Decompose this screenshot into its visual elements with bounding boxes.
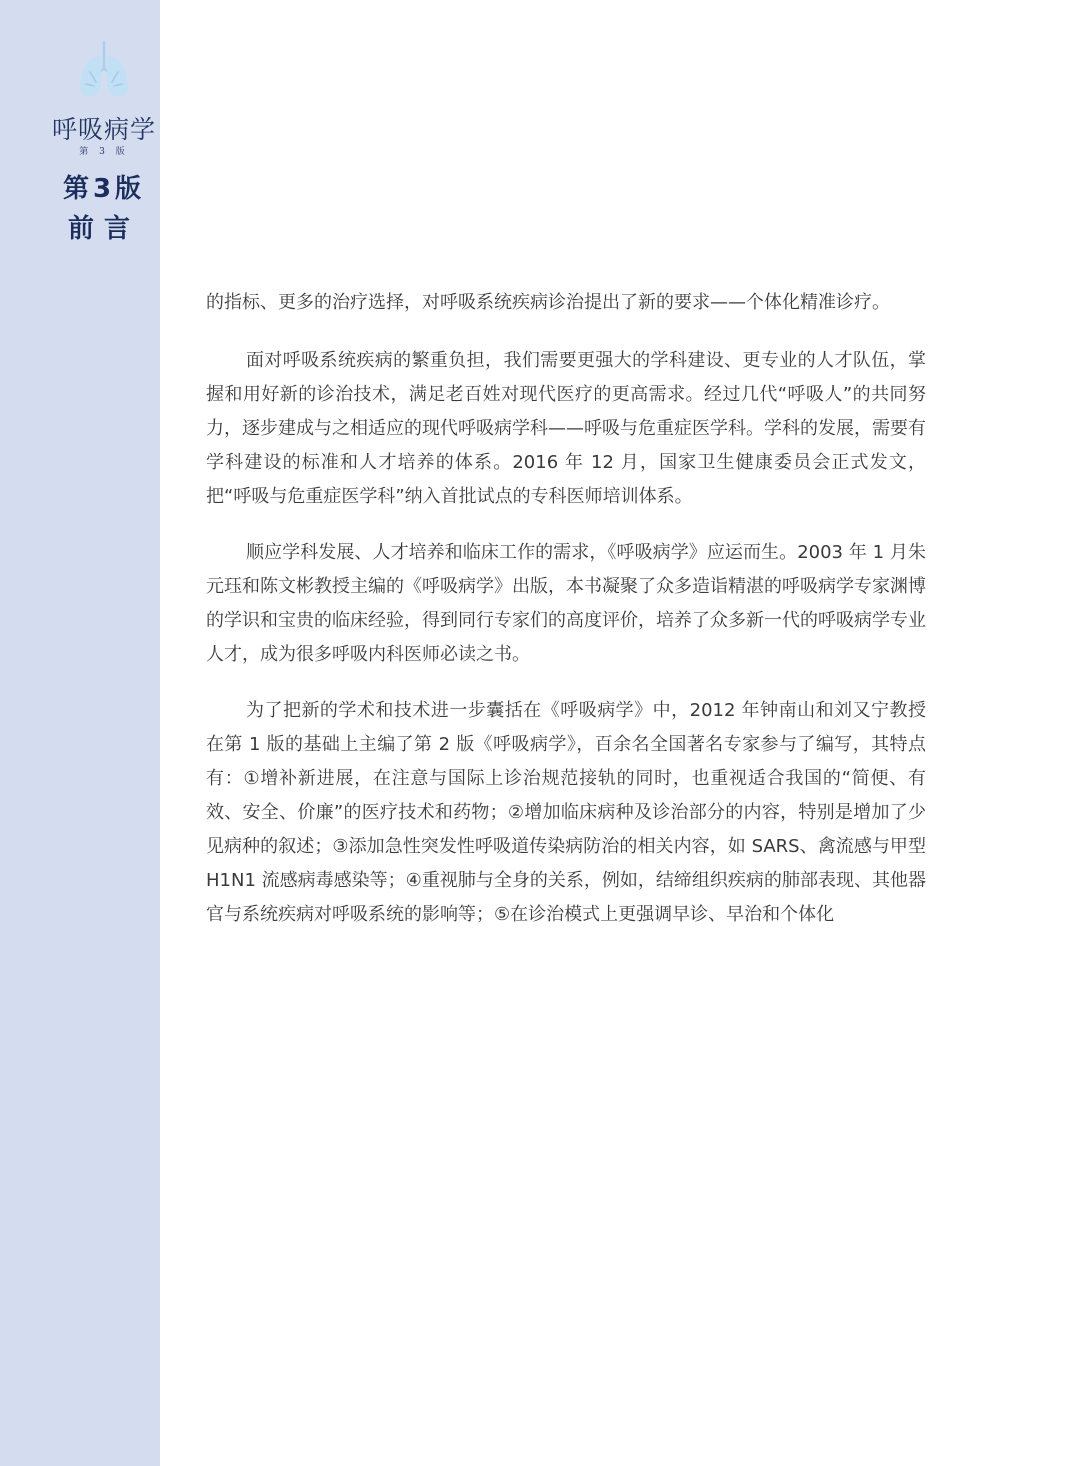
paragraph-continued: 的指标、更多的治疗选择，对呼吸系统疾病诊治提出了新的要求——个体化精准诊疗。 (206, 292, 890, 313)
book-edition: 第 3 版 (79, 147, 129, 157)
paragraph: 面对呼吸系统疾病的繁重负担，我们需要更强大的学科建设、更专业的人才队伍，掌握和用好新的诊治技术，满足老百姓对现代医疗的更高需求。经过几代“呼吸人”的共同努力，逐步建成与之相适应的现代呼吸病学科——呼吸与危重症医学科。学科的发展，需要有学科建设的标准和人才培养的体系。2016 年 12 月，国家卫生健康委员会正式发文，把“呼吸与危重症医学科”纳入首批试点的专科医师培训体系。 (206, 350, 926, 507)
section-heading: 前言 (67, 214, 140, 244)
lungs-icon (72, 38, 136, 102)
sidebar (0, 0, 160, 1466)
paragraph: 顺应学科发展、人才培养和临床工作的需求，《呼吸病学》应运而生。2003 年 1 月朱元珏和陈文彬教授主编的《呼吸病学》出版，本书凝聚了众多造诣精湛的呼吸病学专家渊博的学识和宝贵的临床经验，得到同行专家们的高度评价，培养了众多新一代的呼吸病学专业人才，成为很多呼吸内科医师必读之书。 (206, 542, 926, 665)
preface-content (206, 286, 926, 954)
book-title: 呼吸病学 (51, 115, 156, 144)
edition-heading: 第3版 (62, 174, 146, 204)
paragraph: 为了把新的学术和技术进一步囊括在《呼吸病学》中，2012 年钟南山和刘又宁教授在第 1 版的基础上主编了第 2 版《呼吸病学》，百余名全国著名专家参与了编写，其特点有：①增补新进展，在注意与国际上诊治规范接轨的同时，也重视适合我国的“简便、有效、安全、价廉”的医疗技术和药物；②增加临床病种及诊治部分的内容，特别是增加了少见病种的叙述；③添加急性突发性呼吸道传染病防治的相关内容，如 SARS、禽流感与甲型 H1N1 流感病毒感染等；④重视肺与全身的关系，例如，结缔组织疾病的肺部表现、其他器官与系统疾病对呼吸系统的影响等；⑤在诊治模式上更强调早诊、早治和个体化 (206, 700, 926, 925)
